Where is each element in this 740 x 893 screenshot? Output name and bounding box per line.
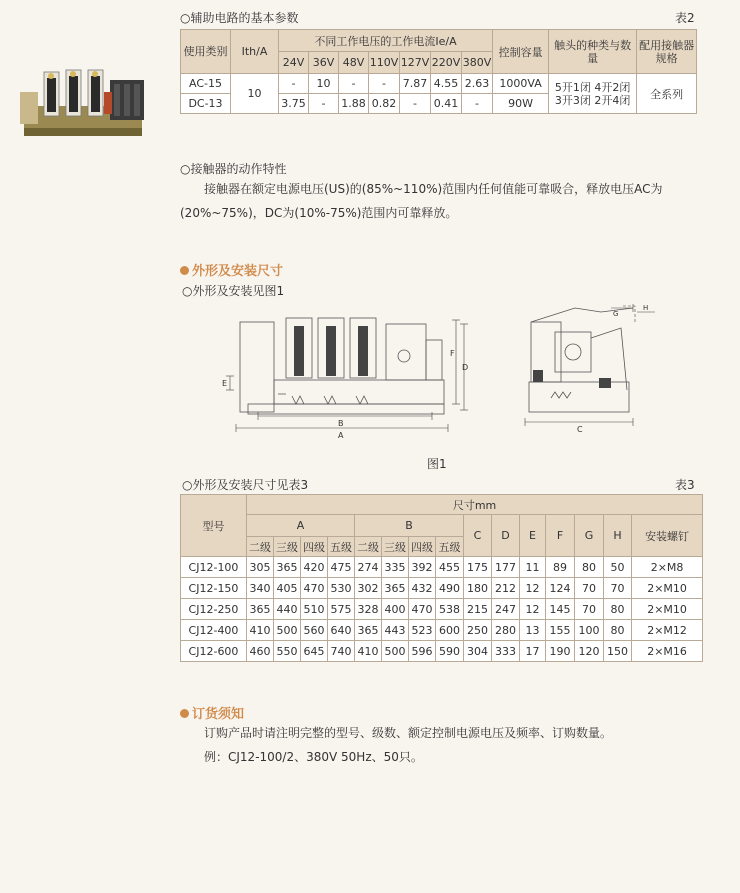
cell-value: - xyxy=(309,94,339,114)
cell-capacity: 1000VA xyxy=(493,74,549,94)
cell-screw: 2×M10 xyxy=(632,599,703,620)
header-model: 型号 xyxy=(181,495,247,557)
cell-value: 100 xyxy=(575,620,604,641)
cell-value: 500 xyxy=(382,641,409,662)
cell-value: 7.87 xyxy=(400,74,431,94)
header-level: 五级 xyxy=(436,537,464,557)
cell-value: 247 xyxy=(492,599,520,620)
cell-value: 600 xyxy=(436,620,464,641)
cell-value: 328 xyxy=(355,599,382,620)
header-ith: Ith/A xyxy=(231,30,279,74)
header-level: 五级 xyxy=(328,537,355,557)
cell-value: 400 xyxy=(382,599,409,620)
cell-value: 120 xyxy=(575,641,604,662)
cell-value: 640 xyxy=(328,620,355,641)
header-level: 三级 xyxy=(274,537,301,557)
dims-table-heading: ○外形及安装尺寸见表3 xyxy=(182,478,309,492)
cell-value: 280 xyxy=(492,620,520,641)
bullet-dot-icon xyxy=(180,709,189,718)
header-e: E xyxy=(520,515,546,557)
cell-matching: 全系列 xyxy=(637,74,697,114)
cell-value: - xyxy=(279,74,309,94)
dim-label-g: G xyxy=(613,310,619,318)
cell-category: AC-15 xyxy=(181,74,231,94)
cell-value: 440 xyxy=(274,599,301,620)
cell-value: 538 xyxy=(436,599,464,620)
cell-value: 432 xyxy=(409,578,436,599)
cell-value: 10 xyxy=(309,74,339,94)
header-h: H xyxy=(604,515,632,557)
cell-value: 215 xyxy=(464,599,492,620)
cell-value: 124 xyxy=(546,578,575,599)
cell-screw: 2×M10 xyxy=(632,578,703,599)
cell-value: 70 xyxy=(604,578,632,599)
cell-value: 0.41 xyxy=(431,94,462,114)
cell-value: 0.82 xyxy=(369,94,400,114)
dim-label-d: D xyxy=(462,363,469,372)
header-c: C xyxy=(464,515,492,557)
cell-value: 1.88 xyxy=(339,94,369,114)
cell-value: 305 xyxy=(247,557,274,578)
order-text-line-2: 例：CJ12-100/2、380V 50Hz、50只。 xyxy=(204,750,423,764)
header-level: 四级 xyxy=(301,537,328,557)
cell-value: 89 xyxy=(546,557,575,578)
table-row xyxy=(181,578,703,599)
cell-value: 365 xyxy=(382,578,409,599)
cell-value: 550 xyxy=(274,641,301,662)
header-category: 使用类别 xyxy=(181,30,231,74)
header-f: F xyxy=(546,515,575,557)
cell-value: 274 xyxy=(355,557,382,578)
header-d: D xyxy=(492,515,520,557)
cell-value: 145 xyxy=(546,599,575,620)
header-level: 二级 xyxy=(247,537,274,557)
cell-value: 455 xyxy=(436,557,464,578)
cell-value: 470 xyxy=(409,599,436,620)
cell-value: 410 xyxy=(355,641,382,662)
cell-value: 80 xyxy=(604,620,632,641)
action-section-heading: ○接触器的动作特性 xyxy=(180,162,287,176)
cell-value: 335 xyxy=(382,557,409,578)
header-voltage: 380V xyxy=(462,52,493,74)
cell-screw: 2×M12 xyxy=(632,620,703,641)
header-screw: 安装螺钉 xyxy=(632,515,703,557)
dim-label-a: A xyxy=(338,431,344,440)
cell-screw: 2×M8 xyxy=(632,557,703,578)
cell-value: 3.75 xyxy=(279,94,309,114)
table-3-label: 表3 xyxy=(675,478,695,492)
cell-model: CJ12-100 xyxy=(181,557,247,578)
cell-model: CJ12-150 xyxy=(181,578,247,599)
header-voltage: 24V xyxy=(279,52,309,74)
order-section-title xyxy=(180,703,244,722)
cell-value: 645 xyxy=(301,641,328,662)
cell-value: 80 xyxy=(604,599,632,620)
cell-value: 302 xyxy=(355,578,382,599)
cell-value: 50 xyxy=(604,557,632,578)
header-level: 二级 xyxy=(355,537,382,557)
dim-label-h: H xyxy=(643,304,649,312)
header-voltage: 48V xyxy=(339,52,369,74)
cell-value: 13 xyxy=(520,620,546,641)
cell-value: 175 xyxy=(464,557,492,578)
cell-capacity: 90W xyxy=(493,94,549,114)
cell-value: 575 xyxy=(328,599,355,620)
product-photo xyxy=(18,62,148,144)
cell-value: 530 xyxy=(328,578,355,599)
cell-value: 560 xyxy=(301,620,328,641)
cell-value: 590 xyxy=(436,641,464,662)
header-contact-types: 触头的种类与数量 xyxy=(549,30,637,74)
cell-value: 340 xyxy=(247,578,274,599)
cell-value: 70 xyxy=(575,578,604,599)
cell-value: 410 xyxy=(247,620,274,641)
cell-value: - xyxy=(369,74,400,94)
dims-figure-subheading: ○外形及安装见图1 xyxy=(182,284,285,298)
action-text-line-2: (20%~75%)，DC为(10%-75%)范围内可靠释放。 xyxy=(180,206,458,220)
order-text-line-1: 订购产品时请注明完整的型号、级数、额定控制电源电压及频率、订购数量。 xyxy=(204,726,613,740)
cell-value: 596 xyxy=(409,641,436,662)
contact-line-1: 5开1闭 4开2闭 xyxy=(554,80,631,94)
cell-value: 4.55 xyxy=(431,74,462,94)
table-row xyxy=(181,599,703,620)
cell-category: DC-13 xyxy=(181,94,231,114)
cell-value: 365 xyxy=(247,599,274,620)
dim-label-e: E xyxy=(222,379,228,388)
cell-contact-types xyxy=(549,74,637,114)
cell-value: 304 xyxy=(464,641,492,662)
cell-value: 510 xyxy=(301,599,328,620)
cell-value: 420 xyxy=(301,557,328,578)
action-text-line-1: 接触器在额定电源电压(US)的(85%~110%)范围内任何值能可靠吸合，释放电压AC为 xyxy=(204,182,663,196)
cell-value: 500 xyxy=(274,620,301,641)
cell-value: 405 xyxy=(274,578,301,599)
cell-value: 212 xyxy=(492,578,520,599)
header-current-group: 不同工作电压的工作电流Ie/A xyxy=(279,30,493,52)
cell-value: 740 xyxy=(328,641,355,662)
cell-value: 190 xyxy=(546,641,575,662)
front-view-drawing xyxy=(218,300,478,450)
table-2-label: 表2 xyxy=(675,11,695,25)
cell-value: 365 xyxy=(274,557,301,578)
header-voltage: 36V xyxy=(309,52,339,74)
header-matching: 配用接触器规格 xyxy=(637,30,697,74)
cell-value: 250 xyxy=(464,620,492,641)
cell-model: CJ12-600 xyxy=(181,641,247,662)
cell-value: 80 xyxy=(575,557,604,578)
dim-label-f: F xyxy=(450,349,455,358)
cell-model: CJ12-400 xyxy=(181,620,247,641)
cell-value: 12 xyxy=(520,578,546,599)
header-control-capacity: 控制容量 xyxy=(493,30,549,74)
header-voltage: 127V xyxy=(400,52,431,74)
cell-value: 490 xyxy=(436,578,464,599)
dim-label-b: B xyxy=(338,419,344,428)
cell-value: 523 xyxy=(409,620,436,641)
aux-section-heading: ○辅助电路的基本参数 xyxy=(180,11,299,25)
cell-value: - xyxy=(462,94,493,114)
aux-params-table xyxy=(180,29,697,114)
cell-value: 70 xyxy=(575,599,604,620)
cell-value: 155 xyxy=(546,620,575,641)
side-view-drawing xyxy=(515,298,665,438)
cell-value: - xyxy=(339,74,369,94)
cell-value: 443 xyxy=(382,620,409,641)
bullet-dot-icon xyxy=(180,266,189,275)
cell-value: 365 xyxy=(355,620,382,641)
cell-value: 2.63 xyxy=(462,74,493,94)
header-a: A xyxy=(247,515,355,537)
table-row xyxy=(181,620,703,641)
cell-value: 150 xyxy=(604,641,632,662)
cell-value: 17 xyxy=(520,641,546,662)
dims-table xyxy=(180,494,703,662)
dim-label-c: C xyxy=(577,425,583,434)
header-g: G xyxy=(575,515,604,557)
cell-value: 475 xyxy=(328,557,355,578)
contact-line-2: 3开3闭 2开4闭 xyxy=(554,93,631,107)
cell-ith: 10 xyxy=(231,74,279,114)
cell-screw: 2×M16 xyxy=(632,641,703,662)
header-level: 四级 xyxy=(409,537,436,557)
cell-value: 12 xyxy=(520,599,546,620)
cell-value: 470 xyxy=(301,578,328,599)
header-voltage: 110V xyxy=(369,52,400,74)
cell-value: 460 xyxy=(247,641,274,662)
table-row xyxy=(181,74,697,94)
cell-value: 333 xyxy=(492,641,520,662)
dims-section-title-text: 外形及安装尺寸 xyxy=(192,264,284,279)
cell-value: - xyxy=(400,94,431,114)
cell-value: 392 xyxy=(409,557,436,578)
table-row xyxy=(181,641,703,662)
dims-section-title xyxy=(180,260,283,279)
table-row xyxy=(181,557,703,578)
header-level: 三级 xyxy=(382,537,409,557)
header-voltage: 220V xyxy=(431,52,462,74)
header-b: B xyxy=(355,515,464,537)
figure-caption: 图1 xyxy=(427,457,447,471)
cell-value: 11 xyxy=(520,557,546,578)
cell-value: 177 xyxy=(492,557,520,578)
cell-value: 180 xyxy=(464,578,492,599)
order-section-title-text: 订货须知 xyxy=(192,707,245,722)
cell-model: CJ12-250 xyxy=(181,599,247,620)
header-size-mm: 尺寸mm xyxy=(247,495,703,515)
